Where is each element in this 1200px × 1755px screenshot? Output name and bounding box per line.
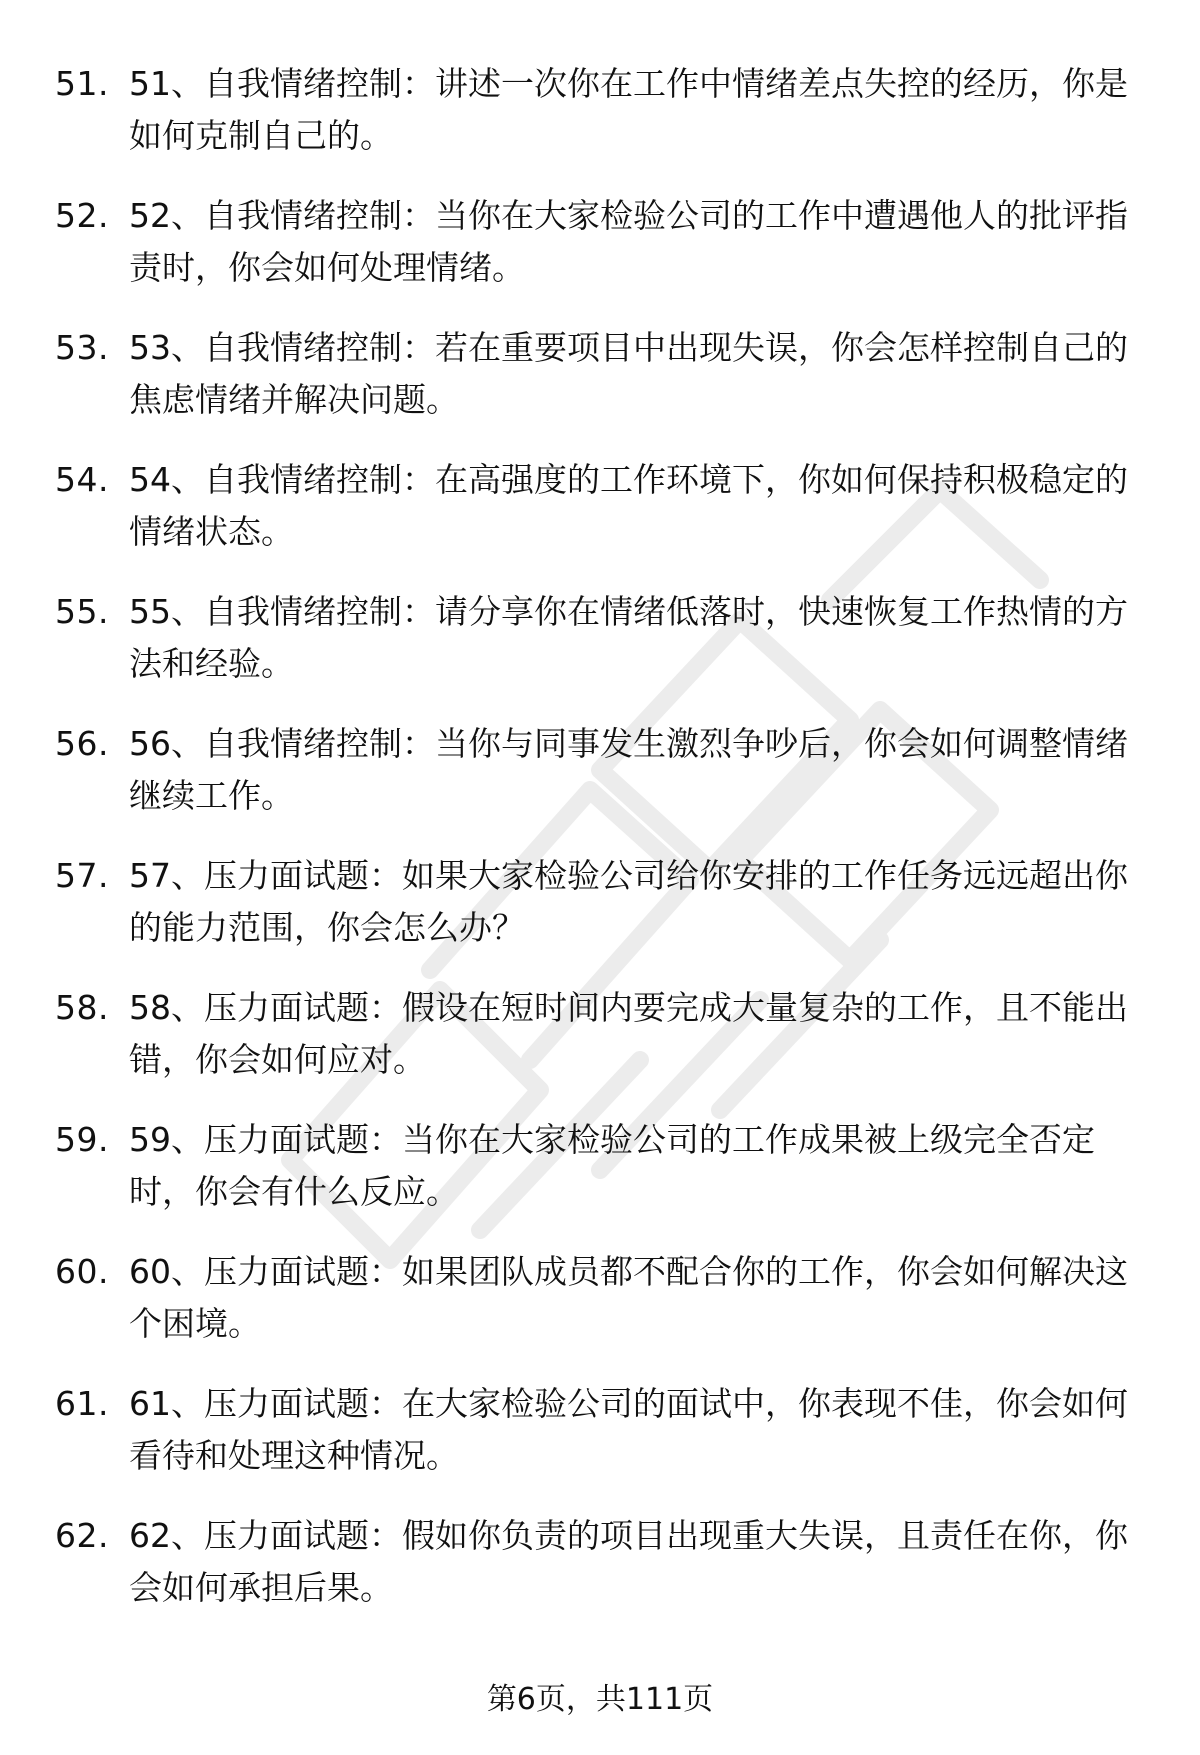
question-number: 62.	[55, 1516, 109, 1555]
question-item	[55, 58, 1150, 190]
question-item	[55, 190, 1150, 322]
question-number: 59.	[55, 1120, 109, 1159]
question-text: 55、自我情绪控制：请分享你在情绪低落时，快速恢复工作热情的方法和经验。	[129, 592, 1128, 683]
question-text: 58、压力面试题：假设在短时间内要完成大量复杂的工作，且不能出错，你会如何应对。	[129, 988, 1128, 1079]
question-number: 56.	[55, 724, 109, 763]
question-text: 53、自我情绪控制：若在重要项目中出现失误，你会怎样控制自己的焦虑情绪并解决问题。	[129, 328, 1128, 419]
question-item	[55, 1246, 1150, 1378]
question-text: 62、压力面试题：假如你负责的项目出现重大失误，且责任在你，你会如何承担后果。	[129, 1516, 1128, 1607]
question-number: 58.	[55, 988, 109, 1027]
question-text: 51、自我情绪控制：讲述一次你在工作中情绪差点失控的经历，你是如何克制自己的。	[129, 64, 1128, 155]
question-number: 60.	[55, 1252, 109, 1291]
question-number: 54.	[55, 460, 109, 499]
question-number: 55.	[55, 592, 109, 631]
question-number: 57.	[55, 856, 109, 895]
question-item	[55, 586, 1150, 718]
question-list	[55, 58, 1150, 1642]
question-item	[55, 718, 1150, 850]
question-text: 57、压力面试题：如果大家检验公司给你安排的工作任务远远超出你的能力范围，你会怎么办？	[129, 856, 1128, 947]
question-number: 61.	[55, 1384, 109, 1423]
page-footer: 第6页，共111页	[486, 1682, 714, 1717]
question-item	[55, 1378, 1150, 1510]
question-item	[55, 982, 1150, 1114]
question-item	[55, 322, 1150, 454]
question-item	[55, 1510, 1150, 1642]
question-number: 51.	[55, 64, 109, 103]
question-text: 61、压力面试题：在大家检验公司的面试中，你表现不佳，你会如何看待和处理这种情况。	[129, 1384, 1128, 1475]
question-text: 54、自我情绪控制：在高强度的工作环境下，你如何保持积极稳定的情绪状态。	[129, 460, 1128, 551]
question-item	[55, 454, 1150, 586]
question-number: 52.	[55, 196, 109, 235]
question-number: 53.	[55, 328, 109, 367]
question-item	[55, 1114, 1150, 1246]
question-item	[55, 850, 1150, 982]
question-text: 60、压力面试题：如果团队成员都不配合你的工作，你会如何解决这个困境。	[129, 1252, 1128, 1343]
question-text: 59、压力面试题：当你在大家检验公司的工作成果被上级完全否定时，你会有什么反应。	[129, 1120, 1095, 1211]
question-text: 56、自我情绪控制：当你与同事发生激烈争吵后，你会如何调整情绪继续工作。	[129, 724, 1128, 815]
question-text: 52、自我情绪控制：当你在大家检验公司的工作中遭遇他人的批评指责时，你会如何处理情绪。	[129, 196, 1128, 287]
